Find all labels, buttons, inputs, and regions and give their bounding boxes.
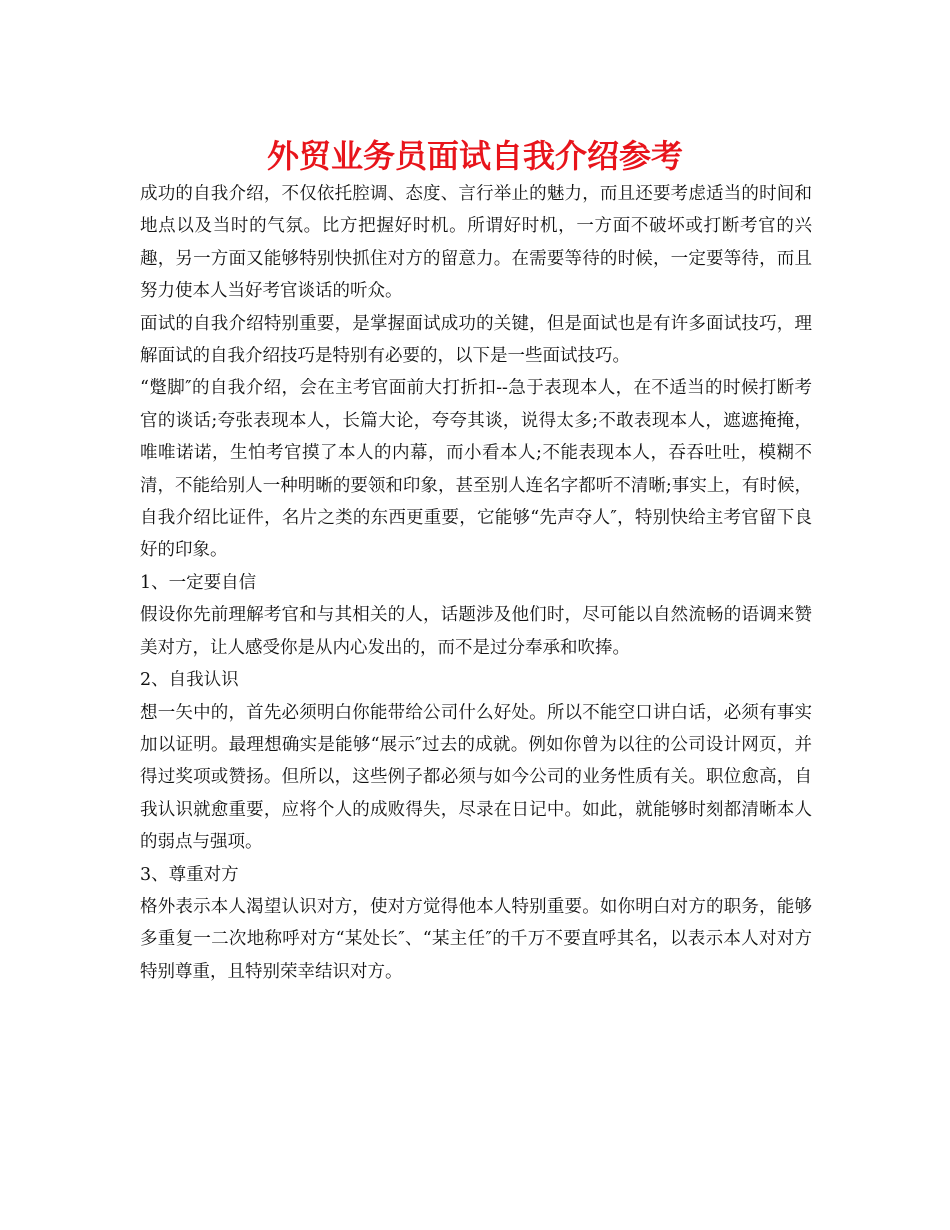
paragraph-intro: 成功的自我介绍，不仅依托腔调、态度、言行举止的魅力，而且还要考虑适当的时间和地点以及当时的气氛。比方把握好时机。所谓好时机，一方面不破坏或打断考官的兴趣，另一方面又能够特别快抓住对方的留意力。在需要等待的时候，一定要等待，而且努力使本人当好考官谈话的听众。 — [140, 184, 812, 302]
paragraph-confidence: 假设你先前理解考官和与其相关的人，话题涉及他们时，尽可能以自然流畅的语调来赞美对方，让人感受你是从内心发出的，而不是过分奉承和吹捧。 — [140, 605, 812, 658]
document-body — [140, 178, 812, 988]
paragraph-bad-intro: “蹩脚″的自我介绍，会在主考官面前大打折扣--急于表现本人，在不适当的时候打断考官的谈话;夸张表现本人，长篇大论，夸夸其谈，说得太多;不敢表现本人，遮遮掩掩，唯唯诺诺，生怕考官摸了本人的内幕，而小看本人;不能表现本人，吞吞吐吐，模糊不清，不能给别人一种明晰的要领和印象，甚至别人连名字都听不清晰;事实上，有时候，自我介绍比证件，名片之类的东西更重要，它能够“先声夺人″，特别快给主考官留下良好的印象。 — [140, 378, 812, 561]
section-heading-confidence: 1、一定要自信 — [140, 572, 257, 593]
paragraph-self-awareness: 想一矢中的，首先必须明白你能带给公司什么好处。所以不能空口讲白话，必须有事实加以证明。最理想确实是能够“展示″过去的成就。例如你曾为以往的公司设计网页，并得过奖项或赞扬。但所以，这些例子都必须与如今公司的业务性质有关。职位愈高，自我认识就愈重要，应将个人的成败得失，尽录在日记中。如此，就能够时刻都清晰本人的弱点与强项。 — [140, 702, 812, 853]
paragraph-importance: 面试的自我介绍特别重要，是掌握面试成功的关键，但是面试也是有许多面试技巧，理解面试的自我介绍技巧是特别有必要的，以下是一些面试技巧。 — [140, 313, 812, 367]
paragraph-respect: 格外表示本人渴望认识对方，使对方觉得他本人特别重要。如你明白对方的职务，能够多重复一二次地称呼对方“某处长″、“某主任″的千万不要直呼其名，以表示本人对对方特别尊重，且特别荣幸结识对方。 — [140, 896, 812, 982]
section-heading-respect: 3、尊重对方 — [140, 864, 239, 885]
section-heading-self-awareness: 2、自我认识 — [140, 670, 239, 691]
document-title: 外贸业务员面试自我介绍参考 — [266, 137, 683, 175]
